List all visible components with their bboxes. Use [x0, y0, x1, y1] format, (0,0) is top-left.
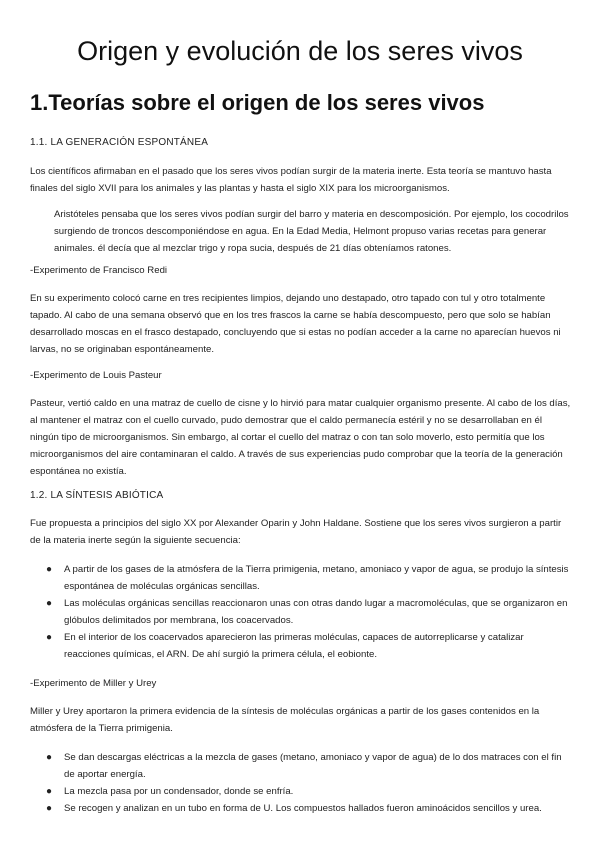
list-item: ● Se recogen y analizan en un tubo en forma de U. Los compuestos hallados fueron aminoácidos sencillos y urea.: [30, 800, 572, 817]
paragraph-aristoteles-quote: Aristóteles pensaba que los seres vivos podían surgir del barro y materia en descomposición. Por ejemplo, los cocodrilos surgiendo de troncos descomponiéndose en agua. En la Edad Media, Helmont propuso varias recetas para generar animales. él decía que al mezclar trigo y ropa sucia, después de 21 días obteníamos ratones.: [54, 209, 569, 254]
bullet-icon: ●: [46, 803, 53, 814]
sintesis-bullet-list: [30, 561, 572, 663]
heading-experimento-redi: -Experimento de Francisco Redi: [30, 265, 168, 276]
section-heading-1: 1.Teorías sobre el origen de los seres vivos: [30, 90, 485, 115]
list-item: ● La mezcla pasa por un condensador, donde se enfría.: [30, 783, 572, 800]
list-item: ● Se dan descargas eléctricas a la mezcla de gases (metano, amoniaco y vapor de agua) de lo dos matraces con el fin de aportar energía.: [30, 749, 572, 783]
list-item: ● A partir de los gases de la atmósfera de la Tierra primigenia, metano, amoniaco y vapor de agua, se produjo la síntesis espontánea de moléculas orgánicas sencillas.: [30, 561, 572, 595]
heading-experimento-pasteur: -Experimento de Louis Pasteur: [30, 370, 162, 381]
subsection-heading-1-2: 1.2. LA SÍNTESIS ABIÓTICA: [30, 490, 164, 501]
paragraph-redi: En su experimento colocó carne en tres recipientes limpios, dejando uno destapado, otro tapado con tul y otro totalmente tapado. Al cabo de una semana observó que en los tres frascos la carne se había descompuesto, pero que solo se habían desarrollado moscas en el frasco destapado, concluyendo que si estas no podían acceder a la carne no aparecían huevos ni larvas, no se originaban espontáneamente.: [30, 293, 561, 355]
paragraph-pasteur: Pasteur, vertió caldo en una matraz de cuello de cisne y lo hirvió para matar cualquier organismo presente. Al cabo de los días, al mantener el matraz con el cuello curvado, pudo demostrar que el caldo permanecía estéril y no se desarrollaban en él ningún tipo de microorganismos. Sin embargo, al cortar el cuello del matraz o con tan solo moverlo, esto permitía que los microorganismos del aire contaminaran el caldo. A través de sus experiencias pudo comprobar que la teoría de la generación espontánea no existía.: [30, 398, 571, 477]
bullet-icon: ●: [46, 598, 53, 609]
paragraph-miller: Miller y Urey aportaron la primera evidencia de la síntesis de moléculas orgánicas a partir de los gases contenidos en la atmósfera de la Tierra primigenia.: [30, 706, 540, 734]
subsection-heading-1-1: 1.1. LA GENERACIÓN ESPONTÁNEA: [30, 137, 209, 148]
list-item: ● Las moléculas orgánicas sencillas reaccionaron unas con otras dando lugar a macromoléculas, que se organizaron en glóbulos delimitados por membrana, los coacervados.: [30, 595, 572, 629]
document-title: Origen y evolución de los seres vivos: [77, 36, 523, 66]
bullet-icon: ●: [46, 752, 53, 763]
bullet-icon: ●: [46, 632, 53, 643]
paragraph-sintesis-intro: Fue propuesta a principios del siglo XX por Alexander Oparin y John Haldane. Sostiene que los seres vivos surgieron a partir de la materia inerte según la siguiente secuencia:: [30, 518, 562, 546]
bullet-icon: ●: [46, 786, 53, 797]
list-item: ● En el interior de los coacervados aparecieron las primeras moléculas, capaces de autorreplicarse y catalizar reacciones químicas, el ARN. De ahí surgió la primera célula, el eobionte.: [30, 629, 572, 663]
paragraph-generacion-intro: Los científicos afirmaban en el pasado que los seres vivos podían surgir de la materia inerte. Esta teoría se mantuvo hasta finales del siglo XVII para los animales y las plantas y hasta el siglo XIX para los microorganismos.: [30, 166, 552, 194]
heading-experimento-miller: -Experimento de Miller y Urey: [30, 678, 157, 689]
bullet-icon: ●: [46, 564, 53, 575]
miller-bullet-list: [30, 749, 572, 817]
